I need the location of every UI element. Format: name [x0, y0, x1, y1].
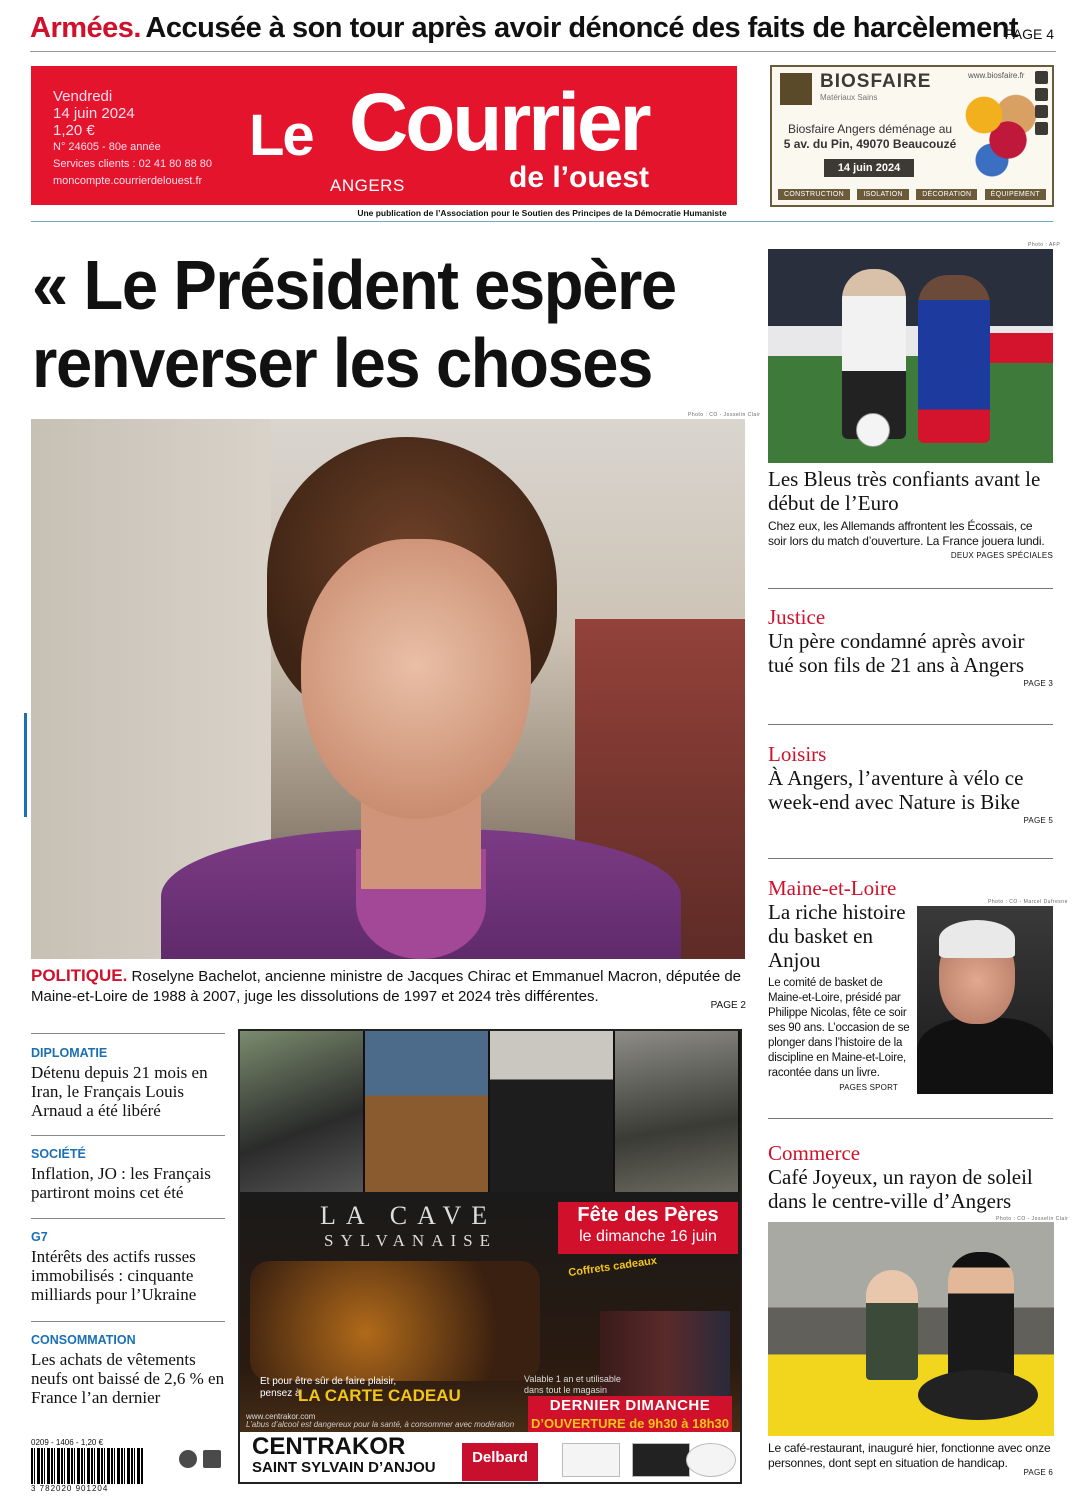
caption-tag: POLITIQUE.: [31, 966, 128, 985]
biosfaire-logo-icon: [780, 73, 812, 105]
top-banner[interactable]: [30, 12, 1056, 52]
top-banner-page: PAGE 4: [1004, 26, 1054, 42]
justice-headline[interactable]: Un père condamné après avoir tué son fils de 21 ans à Angers: [768, 629, 1025, 677]
brief-item[interactable]: [31, 1333, 225, 1407]
loisirs-page: PAGE 5: [1023, 816, 1053, 825]
brief-headline[interactable]: Les achats de vêtements neufs ont baissé de 2,6 % en France l’an dernier: [31, 1350, 225, 1407]
commerce-headline[interactable]: Café Joyeux, un rayon de soleil dans le centre-ville d’Angers: [768, 1165, 1033, 1213]
maine-text: Le comité de basket de Maine-et-Loire, présidé par Philippe Nicolas, fête ce soir ses 90 ans. L’occasion de se plonger dans l’histoire de la discipline en Maine-et-Loire, racontée dans un livre.: [768, 977, 910, 1079]
caption-text: Roselyne Bachelot, ancienne ministre de Jacques Chirac et Emmanuel Macron, députée de Maine-et-Loire de 1988 à 2007, juge les dissolutions de 1997 et 2024 très différentes.: [31, 968, 742, 1005]
basket-photo-credit: Photo : CO - Marcel Dufresne: [988, 899, 1068, 905]
paint-splash-image: [960, 85, 1040, 185]
ad-tagline: Matériaux Sains: [820, 93, 878, 102]
masthead-price: 1,20 €: [53, 122, 95, 139]
dernier-line-1: DERNIER DIMANCHE: [549, 1397, 711, 1414]
ad-brand: BIOSFAIRE: [820, 71, 932, 92]
plaisir-line-1: Et pour être sûr de faire plaisir,: [260, 1376, 397, 1387]
brief-headline[interactable]: Détenu depuis 21 mois en Iran, le Français Louis Arnaud a été libéré: [31, 1063, 208, 1120]
basket-photo[interactable]: [917, 906, 1053, 1094]
alcohol-warning: L’abus d’alcool est dangereux pour la santé, à consommer avec modération: [246, 1420, 515, 1429]
valable-line-2: dans tout le magasin: [524, 1385, 608, 1395]
linkedin-icon[interactable]: [1035, 122, 1048, 135]
maine-section: Maine-et-Loire: [768, 876, 897, 900]
sport-text: Chez eux, les Allemands affrontent les Écossais, ce soir lors du match d’ouverture. La France jouera lundi.: [768, 519, 1045, 548]
brief-headline[interactable]: Intérêts des actifs russes immobilisés : cinquante milliards pour l’Ukraine: [31, 1247, 197, 1304]
zoe-logo-icon: [562, 1443, 620, 1477]
commerce-page: PAGE 6: [1023, 1468, 1053, 1477]
brief-item[interactable]: [31, 1230, 225, 1304]
barcode-block: [31, 1438, 229, 1494]
brazier-photo: [365, 1031, 490, 1192]
main-photo-credit: Photo : CO - Josselin Clair: [688, 412, 761, 418]
centrakor-site[interactable]: www.centrakor.com: [246, 1412, 316, 1421]
story-commerce[interactable]: [768, 1141, 1053, 1213]
brief-item[interactable]: [31, 1046, 225, 1120]
logo-ouest: de l’ouest: [509, 161, 650, 194]
logo-courrier: Courrier: [349, 77, 649, 168]
centrakor-logo: CENTRAKOR: [252, 1433, 406, 1460]
loisirs-headline[interactable]: À Angers, l’aventure à vélo ce week-end avec Nature is Bike: [768, 766, 1024, 814]
barcode-code: 0209 - 1406 - 1,20 €: [31, 1438, 104, 1447]
brief-headline[interactable]: Inflation, JO : les Français partiront moins cet été: [31, 1164, 211, 1202]
header-ad-biosfaire[interactable]: [770, 65, 1054, 207]
caption-page: PAGE 2: [710, 1000, 746, 1011]
logo-city: ANGERS: [330, 176, 405, 195]
plaisir-line-2: pensez à: [260, 1388, 301, 1399]
ad-category: DÉCORATION: [916, 189, 977, 200]
qr-icon: [203, 1450, 221, 1468]
top-banner-kicker: Armées.: [30, 12, 141, 44]
carte-cadeau: LA CARTE CADEAU: [298, 1386, 461, 1405]
ad-category: ISOLATION: [857, 189, 909, 200]
valable-text: [524, 1374, 621, 1396]
au-galop-logo-icon: [686, 1443, 736, 1477]
cafe-photo[interactable]: [768, 1222, 1054, 1436]
sport-page: DEUX PAGES SPÉCIALES: [950, 551, 1053, 560]
bbq-photo: [240, 1031, 365, 1192]
brief-category: CONSOMMATION: [31, 1333, 136, 1347]
maine-page: PAGES SPORT: [839, 1083, 898, 1092]
football-icon: [856, 413, 890, 447]
ad-category: ÉQUIPEMENT: [985, 189, 1046, 200]
cave-title: LA CAVE: [320, 1201, 498, 1230]
brief-category: G7: [31, 1230, 48, 1244]
drinks-image: [250, 1261, 540, 1381]
story-loisirs[interactable]: [768, 742, 1053, 825]
ad-la-cave-sylvanaise[interactable]: [238, 1029, 742, 1484]
ad-photo-strip: [240, 1031, 740, 1192]
logo-le: Le: [249, 103, 313, 168]
commerce-text: Le café-restaurant, inauguré hier, fonctionne avec onze personnes, dont sept en situation de handicap.: [768, 1441, 1051, 1470]
fete-title: Fête des Pères: [577, 1204, 719, 1226]
masthead-account[interactable]: moncompte.courrierdelouest.fr: [53, 175, 203, 187]
ad-message-line-2: 5 av. du Pin, 49070 Beaucouzé: [783, 137, 957, 151]
la-cave-logo-icon: [632, 1443, 690, 1477]
justice-page: PAGE 3: [1023, 679, 1053, 688]
plancha-photo: [615, 1031, 740, 1192]
masthead-services: Services clients : 02 41 80 88 80: [53, 158, 212, 170]
ad-categories: [778, 189, 1046, 200]
ad-message: [778, 122, 962, 152]
social-icons: [1035, 71, 1049, 139]
masthead-date: 14 juin 2024: [53, 105, 135, 122]
masthead-info: [53, 88, 212, 190]
main-photo[interactable]: [31, 419, 745, 959]
dernier-dimanche-banner: [528, 1396, 732, 1434]
publication-line: Une publication de l’Association pour le Soutien des Principes de la Démocratie Humaniste: [31, 208, 1053, 222]
maine-headline[interactable]: La riche histoire du basket en Anjou: [768, 900, 906, 972]
ad-date: 14 juin 2024: [824, 159, 914, 177]
grill-photo: [490, 1031, 615, 1192]
fete-date: le dimanche 16 juin: [579, 1228, 717, 1245]
sport-photo-credit: Photo : AFP: [1028, 242, 1061, 248]
facebook-icon[interactable]: [1035, 88, 1048, 101]
cave-subtitle: SYLVANAISE: [324, 1231, 497, 1250]
youtube-icon[interactable]: [1035, 71, 1048, 84]
ad-category: CONSTRUCTION: [778, 189, 850, 200]
sport-photo[interactable]: [768, 249, 1053, 463]
commerce-caption: [768, 1441, 1053, 1477]
barcode-ean: 3 782020 901204: [31, 1484, 109, 1493]
dernier-line-2: D’OUVERTURE de 9h30 à 18h30: [531, 1416, 729, 1431]
commerce-section: Commerce: [768, 1141, 861, 1165]
masthead-day: Vendredi: [53, 88, 113, 105]
delbard-logo: Delbard: [462, 1443, 538, 1481]
brief-item[interactable]: [31, 1147, 225, 1202]
coffrets-label: Coffrets cadeaux: [567, 1254, 658, 1280]
masthead: [31, 66, 737, 205]
fete-des-peres-banner: [558, 1202, 738, 1254]
story-sport[interactable]: [768, 467, 1053, 560]
story-justice[interactable]: [768, 605, 1053, 688]
brief-category: DIPLOMATIE: [31, 1046, 108, 1060]
ad-location: SAINT SYLVAIN D’ANJOU: [252, 1459, 436, 1476]
valable-line-1: Valable 1 an et utilisable: [524, 1374, 621, 1384]
accent-bar: [24, 713, 27, 817]
sport-headline[interactable]: Les Bleus très confiants avant le début de l’Euro: [768, 467, 1041, 515]
recycle-icon: [179, 1450, 197, 1468]
ad-site[interactable]: www.biosfaire.fr: [968, 71, 1025, 80]
barcode-icon: [31, 1448, 143, 1484]
top-banner-title[interactable]: Accusée à son tour après avoir dénoncé des faits de harcèlement: [145, 12, 1019, 44]
instagram-icon[interactable]: [1035, 105, 1048, 118]
cafe-photo-credit: Photo : CO - Josselin Clair: [996, 1216, 1069, 1222]
brief-category: SOCIÉTÉ: [31, 1147, 86, 1161]
justice-section: Justice: [768, 605, 826, 629]
loisirs-section: Loisirs: [768, 742, 827, 766]
main-headline[interactable]: « Le Président espère renverser les choses: [32, 246, 676, 402]
ad-message-line-1: Biosfaire Angers déménage au: [787, 122, 953, 136]
main-caption: [31, 966, 746, 1011]
masthead-issue: N° 24605 - 80e année: [53, 141, 161, 153]
